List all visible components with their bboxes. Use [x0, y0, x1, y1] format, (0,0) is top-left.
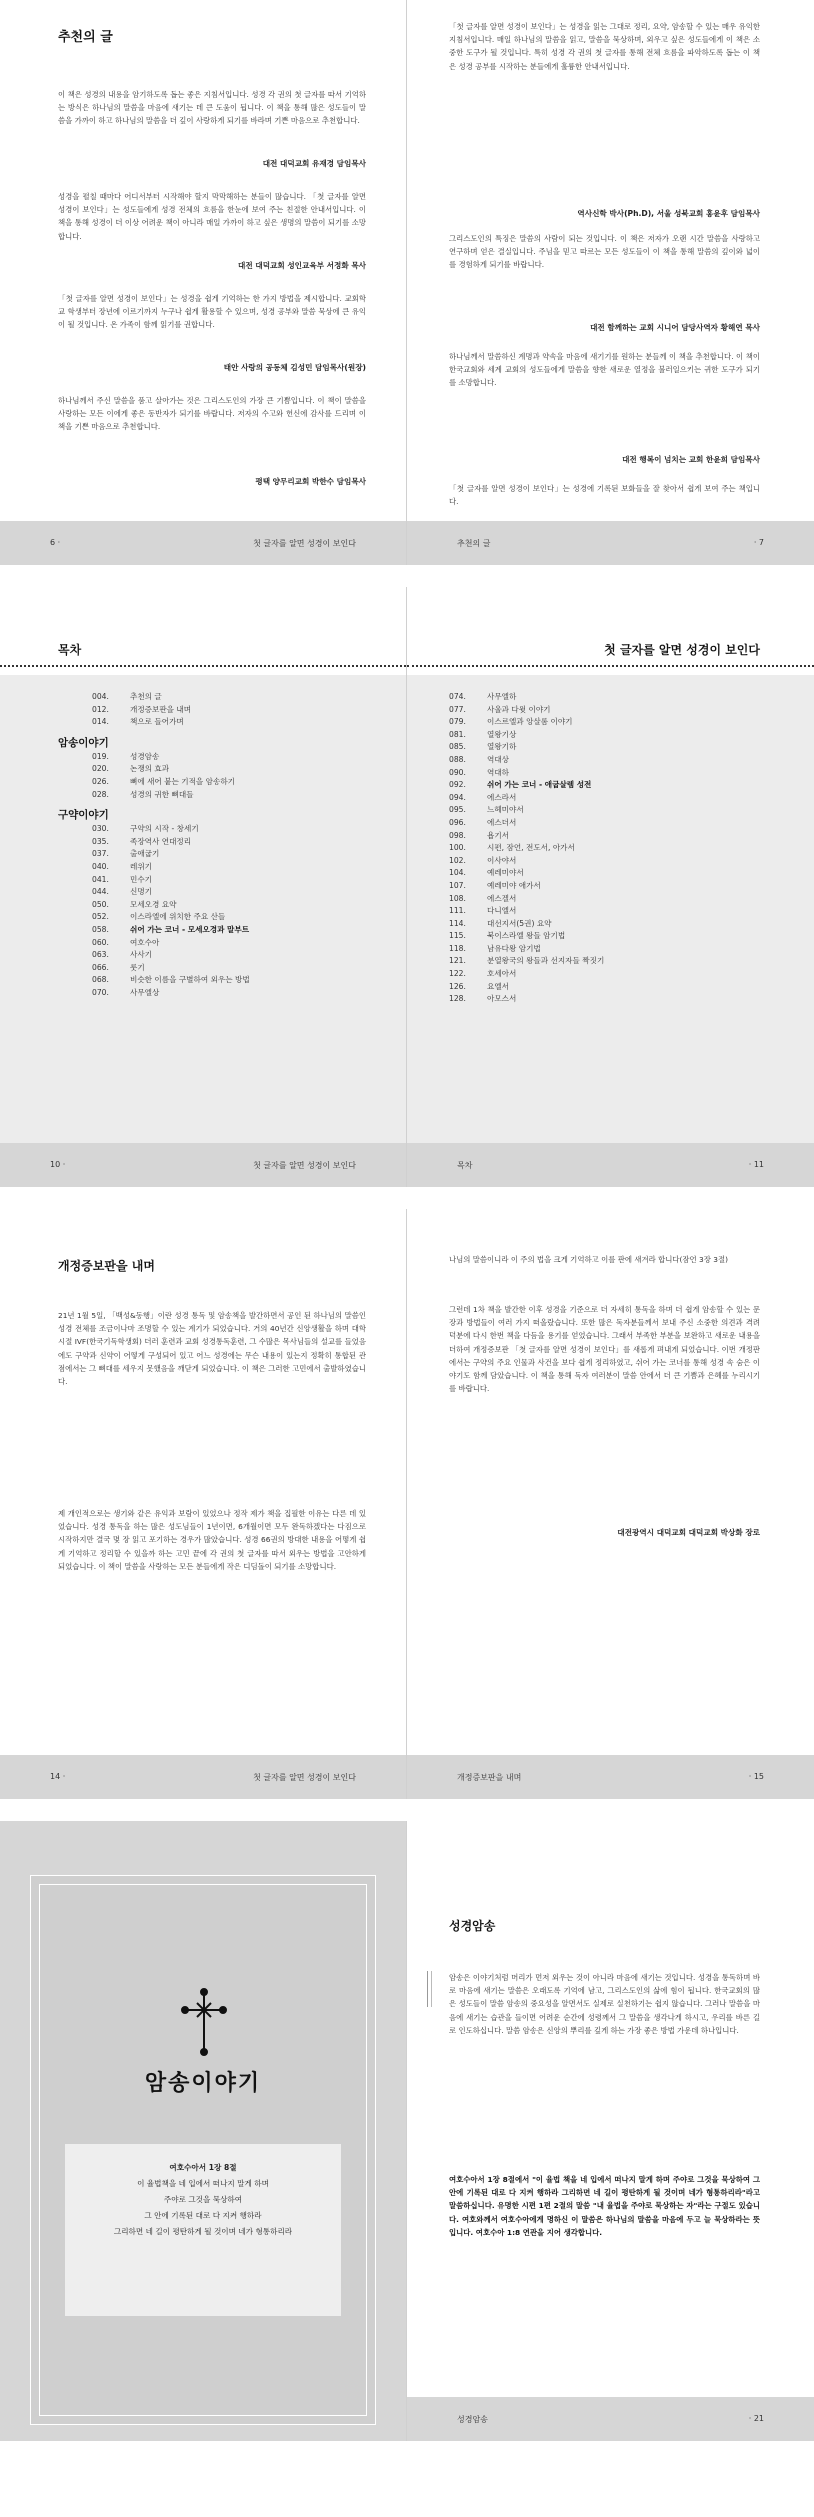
- toc-entry: [92, 962, 250, 975]
- toc-page-number: 121.: [449, 956, 466, 966]
- running-head: 첫 글자를 알면 성경이 보인다: [253, 1773, 356, 1782]
- toc-entry-title: 에스라서: [487, 792, 517, 802]
- signature: 평택 양무리교회 박한수 담임목사: [255, 477, 366, 486]
- toc-entry-title: 사무엘상: [130, 987, 160, 997]
- toc-entry: [449, 893, 604, 906]
- paragraph: 성경을 펼칠 때마다 어디서부터 시작해야 할지 막막해하는 분들이 많습니다. 「첫 글자를 알면 성경이 보인다」는 성도들에게 성경 전체의 흐름을 한눈에 보여 주는 친절한 안내서입니다. 이 책을 통해 성경이 더 이상 어려운 책이 아니라 매일 가까이 하고 싶은 생명의 말씀이 되기를 소망합니다.: [58, 192, 366, 241]
- toc-entry: [92, 836, 250, 849]
- toc-page-number: 037.: [92, 849, 109, 859]
- toc-page-number: 115.: [449, 931, 466, 941]
- toc-entry-title: 대선지서(5권) 요약: [487, 918, 552, 928]
- page-number: · 15: [748, 1772, 764, 1781]
- toc-entry: [449, 880, 604, 893]
- running-head: 개정증보판을 내며: [457, 1773, 522, 1782]
- toc-page-number: 085.: [449, 742, 466, 752]
- toc-page-number: 052.: [92, 912, 109, 922]
- toc-page-number: 077.: [449, 704, 466, 714]
- page-6: [0, 0, 407, 565]
- toc-entry-title: 사무엘하: [487, 692, 517, 701]
- toc-entry: [92, 691, 250, 704]
- toc-entry: [449, 779, 604, 792]
- toc-page-number: 094.: [449, 792, 466, 802]
- toc-page-number: 060.: [92, 937, 109, 947]
- running-head: 첫 글자를 알면 성경이 보인다: [253, 1161, 356, 1170]
- paragraph: 암송은 이야기처럼 머리가 먼저 외우는 것이 아니라 마음에 새기는 것입니다. 성경을 통독하며 바로 마음에 새기는 말씀은 오래도록 기억에 남고, 그리스도인의 삶에 힘이 됩니다. 한국교회의 많은 성도들이 말씀 암송의 중요성을 알면서도 실제로 실천하기는 쉽지 않습니다. 그러나 말씀을 마음에 새기는 습관을 들이면 어려운 순간에 성령께서 그 말씀을 생각나게 하시고, 우리를 바른 길로 인도하십니다. 말씀 암송은 신앙의 뿌리를 깊게 하는 가장 좋은 방법 가운데 하나입니다.: [449, 1973, 760, 2035]
- page-14: [0, 1209, 407, 1799]
- page-number: · 7: [753, 538, 764, 547]
- toc-page-number: 012.: [92, 704, 109, 714]
- spread-gap: [0, 1187, 814, 1209]
- page-15: [407, 1209, 814, 1799]
- toc-entry-title: 이스라엘에 위치한 주요 산들: [130, 912, 226, 922]
- paragraph: 나님의 말씀이니라 이 주의 법을 크게 기억하고 이를 판에 새겨라 합니다(잠언 3장 3절): [449, 1255, 728, 1264]
- page-number: · 21: [748, 2414, 764, 2423]
- signature: 대전 함께하는 교회 시니어 담당사역자 황해연 목사: [590, 323, 760, 332]
- toc-entry: [92, 704, 250, 717]
- toc-entry: [449, 741, 604, 754]
- toc-list-left: [58, 691, 250, 999]
- cross-icon: [179, 1988, 229, 2056]
- toc-entry: [92, 789, 250, 802]
- verse-line: 그 안에 기록된 대로 다 지켜 행하라: [144, 2211, 262, 2220]
- toc-page-number: 111.: [449, 906, 466, 916]
- page-number: 14 ·: [50, 1772, 66, 1781]
- toc-entry-title: 시편, 잠언, 전도서, 아가서: [487, 843, 575, 853]
- toc-entry: [449, 905, 604, 918]
- toc-page-number: 104.: [449, 868, 466, 878]
- verse-reference: 여호수아서 1장 8절: [169, 2163, 237, 2172]
- toc-entry: [92, 987, 250, 1000]
- page-title: 개정증보판을 내며: [58, 1259, 155, 1273]
- toc-entry: [449, 792, 604, 805]
- paragraph: 그리스도인의 특징은 말씀의 사람이 되는 것입니다. 이 책은 저자가 오랜 시간 말씀을 사랑하고 연구하며 얻은 결실입니다. 주님을 믿고 따르는 모든 성도들이 이 책을 통해 말씀의 깊이와 넓이를 경험하게 되기를 바랍니다.: [449, 234, 760, 270]
- toc-entry: [92, 823, 250, 836]
- toc-entry-title: 예레미야 애가서: [487, 880, 541, 890]
- toc-entry: [92, 937, 250, 950]
- toc-page-number: 063.: [92, 950, 109, 960]
- toc-entry-title: 책으로 들어가며: [130, 717, 184, 727]
- toc-page-number: 090.: [449, 767, 466, 777]
- page-footer: [407, 2397, 814, 2441]
- page-number: 10 ·: [50, 1160, 66, 1169]
- spread-preface: [0, 1209, 814, 1799]
- margin-rule: [431, 1971, 432, 2007]
- page-21: [407, 1821, 814, 2441]
- toc-entry-title: 이스르엘과 앙살롬 이야기: [487, 717, 573, 727]
- toc-page-number: 100.: [449, 843, 466, 853]
- toc-page-number: 081.: [449, 729, 466, 739]
- toc-entry-title: 성경의 귀한 뼈대들: [130, 789, 194, 799]
- toc-entry: [449, 830, 604, 843]
- toc-entry-title: 비슷한 이름을 구별하여 외우는 방법: [130, 975, 250, 985]
- toc-entry: [449, 955, 604, 968]
- toc-entry-title: 레위기: [130, 861, 153, 871]
- paragraph: 「첫 글자를 알면 성경이 보인다」는 성경을 쉽게 기억하는 한 가지 방법을 제시합니다. 교회학교 학생부터 장년에 이르기까지 누구나 쉽게 활용할 수 있으며, 성경 공부와 말씀 묵상에 큰 유익이 될 것입니다. 온 가족이 함께 읽기를 권합니다.: [58, 294, 366, 330]
- toc-group-title: 암송이야기: [58, 736, 109, 749]
- toc-entry-title: 신명기: [130, 887, 153, 897]
- toc-page-number: 088.: [449, 754, 466, 764]
- page-footer: [407, 1143, 814, 1187]
- toc-entry: [92, 886, 250, 899]
- verse-line: 그리하면 네 길이 평탄하게 될 것이며 네가 형통하리라: [113, 2227, 293, 2236]
- toc-page-number: 108.: [449, 893, 466, 903]
- paragraph: 제 개인적으로는 생기와 같은 유익과 보람이 있었으나 정작 제가 책을 집필한 이유는 다른 데 있었습니다. 성경 통독을 하는 많은 성도님들이 1년이면, 6개월이면 모두 완독하겠다는 다짐으로 시작하지만 결국 몇 장 읽고 포기하는 경우가 많았습니다. 성경 66권의 방대한 내용을 어떻게 쉽게 기억하고 정리할 수 있을까 하는 고민 끝에 각 권의 첫 글자를 따서 외우는 방법을 고안하게 되었습니다. 이 책이 말씀을 사랑하는 모든 분들에게 작은 디딤돌이 되기를 소망합니다.: [58, 1509, 366, 1571]
- toc-page-number: 004.: [92, 692, 109, 701]
- toc-entry-title: 에스겔서: [487, 893, 517, 903]
- paragraph: 「첫 글자를 알면 성경이 보인다」는 성경을 읽는 그대로 정리, 요약, 암송할 수 있는 매우 유익한 지침서입니다. 매일 하나님의 말씀을 읽고, 말씀을 묵상하며, 외우고 싶은 성도들에게 이 책은 소중한 도구가 될 것입니다. 특히 성경 각 권의 첫 글자를 통해 전체 흐름을 파악하도록 돕는 이 책은 성경 공부를 시작하는 분들에게 훌륭한 안내서입니다.: [449, 22, 760, 71]
- toc-entry-title: 여호수아: [130, 937, 160, 947]
- toc-page-number: 128.: [449, 994, 466, 1004]
- toc-entry: [92, 924, 250, 937]
- toc-entry: [449, 767, 604, 780]
- spread-toc: [0, 587, 814, 1187]
- toc-page-number: 028.: [92, 789, 109, 799]
- toc-entry-title: 느헤미야서: [487, 805, 524, 815]
- verse-line: 주야로 그것을 묵상하여: [163, 2195, 243, 2204]
- page-number: 6 ·: [50, 538, 61, 547]
- page-11: [407, 587, 814, 1187]
- toc-page-number: 114.: [449, 918, 466, 928]
- toc-entry: [449, 855, 604, 868]
- toc-page-number: 026.: [92, 776, 109, 786]
- toc-entry-title: 다니엘서: [487, 906, 517, 916]
- toc-page-number: 098.: [449, 830, 466, 840]
- spread-gap: [0, 565, 814, 587]
- toc-page-number: 092.: [449, 780, 466, 790]
- toc-entry-title: 개정증보판을 내며: [130, 704, 192, 714]
- running-head: 성경암송: [457, 2415, 488, 2424]
- toc-page-number: 118.: [449, 943, 466, 953]
- toc-entry-title: 요엘서: [487, 981, 510, 991]
- page-10: [0, 587, 407, 1187]
- toc-entry: [449, 754, 604, 767]
- paragraph: 그런데 1차 책을 발간한 이후 성경을 기준으로 더 자세히 통독을 하며 더 쉽게 암송할 수 있는 문장과 방법들이 여러 가지 떠올랐습니다. 또한 많은 독자분들께서 보내 주신 소중한 의견과 격려 덕분에 다시 한번 책을 다듬을 용기를 얻었습니다. 그래서 부족한 부분을 보완하고 새로운 내용을 더하여 개정증보판 「첫 글자를 알면 성경이 보인다」를 새롭게 펴내게 되었습니다. 이번 개정판에서는 구약의 주요 인물과 사건을 보다 쉽게 정리하였고, 쉬어 가는 코너를 통해 성경 속 숨은 이야기도 함께 담았습니다. 이 책을 통해 독자 여러분이 말씀 안에서 더 큰 기쁨과 은혜를 누리시기를 바랍니다.: [449, 1305, 760, 1394]
- toc-entry: [92, 848, 250, 861]
- margin-rule: [427, 1971, 428, 2007]
- toc-entry-title: 사울과 다윗 이야기: [487, 704, 551, 714]
- toc-group-title: 구약이야기: [58, 809, 109, 822]
- paragraph: 하나님께서 주신 말씀을 품고 살아가는 것은 그리스도인의 가장 큰 기쁨입니다. 이 책이 말씀을 사랑하는 모든 이에게 좋은 동반자가 되기를 바랍니다. 저자의 수고와 헌신에 감사를 드리며 이 책을 기쁜 마음으로 추천합니다.: [58, 396, 366, 432]
- toc-page-number: 096.: [449, 817, 466, 827]
- toc-page-number: 035.: [92, 836, 109, 846]
- signature: 태안 사랑의 공동체 김성민 담임목사(원장): [223, 363, 366, 372]
- page-number: · 11: [748, 1160, 764, 1169]
- dotted-divider: [407, 665, 814, 667]
- chapter-frame: [30, 1875, 376, 2425]
- toc-entry-title: 성경암송: [130, 751, 160, 761]
- page-footer: [0, 1143, 406, 1187]
- signature: 역사신학 박사(Ph.D), 서울 성북교회 홍윤후 담임목사: [577, 209, 760, 218]
- page-7: [407, 0, 814, 565]
- toc-heading: 목차: [58, 643, 82, 657]
- spread-recommendation: [0, 0, 814, 565]
- signature: 대전 대덕교회 유재경 담임목사: [262, 159, 366, 168]
- running-head: 첫 글자를 알면 성경이 보인다: [253, 539, 356, 548]
- signature: 대전 행복이 넘치는 교회 한윤희 담임목사: [622, 455, 760, 464]
- toc-entry: [449, 993, 604, 1006]
- chapter-page: [0, 1821, 407, 2441]
- toc-entry: [92, 899, 250, 912]
- toc-entry-title: 이사야서: [487, 855, 517, 865]
- toc-entry: [449, 691, 604, 704]
- toc-entry-title: 북이스라엘 왕들 암기법: [487, 931, 566, 941]
- toc-entry: [449, 918, 604, 931]
- toc-page-number: 122.: [449, 969, 466, 979]
- toc-page-number: 019.: [92, 751, 109, 761]
- page-footer: [0, 1755, 406, 1799]
- toc-entry: [92, 911, 250, 924]
- toc-page-number: 014.: [92, 717, 109, 727]
- toc-entry: [449, 867, 604, 880]
- toc-entry-title: 룻기: [130, 962, 145, 972]
- toc-page-number: 066.: [92, 962, 109, 972]
- toc-entry: [449, 842, 604, 855]
- toc-entry: [92, 949, 250, 962]
- toc-entry-title: 에스더서: [487, 817, 517, 827]
- toc-page-number: 050.: [92, 899, 109, 909]
- toc-entry: [449, 804, 604, 817]
- chapter-background: [0, 1821, 407, 2441]
- signature: 대전 대덕교회 성인교육부 서정화 목사: [238, 261, 366, 270]
- toc-page-number: 126.: [449, 981, 466, 991]
- toc-entry: [449, 729, 604, 742]
- paragraph: 「첫 글자를 알면 성경이 보인다」는 성경에 기록된 보화들을 잘 찾아서 쉽게 보여 주는 책입니다.: [449, 484, 760, 507]
- page-title: 성경암송: [449, 1919, 496, 1933]
- toc-page-number: 030.: [92, 824, 109, 834]
- toc-page-number: 095.: [449, 805, 466, 815]
- toc-entry-title: 출애굽기: [130, 849, 160, 859]
- running-head: 목차: [457, 1161, 473, 1170]
- toc-entry-title: 열왕기상: [487, 729, 517, 739]
- toc-entry: [449, 943, 604, 956]
- toc-entry-title: 분열왕국의 왕들과 선지자들 짝짓기: [487, 956, 605, 966]
- toc-entry-title: 역대상: [487, 754, 510, 764]
- toc-entry: [449, 817, 604, 830]
- toc-entry: [449, 981, 604, 994]
- toc-page-number: 040.: [92, 861, 109, 871]
- toc-page-number: 107.: [449, 880, 466, 890]
- toc-entry-title: 뼈에 새어 붙는 기적을 암송하기: [130, 776, 236, 786]
- toc-entry-title: 열왕기하: [487, 742, 517, 752]
- toc-heading: 첫 글자를 알면 성경이 보인다: [604, 643, 760, 657]
- toc-entry: [449, 716, 604, 729]
- spread-gap: [0, 1799, 814, 1821]
- toc-entry: [92, 974, 250, 987]
- toc-entry: [92, 776, 250, 789]
- page-title: 추천의 글: [58, 30, 113, 45]
- toc-entry: [449, 704, 604, 717]
- toc-entry-title: 민수기: [130, 874, 153, 884]
- toc-page-number: 020.: [92, 764, 109, 774]
- toc-entry-title: 역대하: [487, 767, 510, 777]
- verse-box: [65, 2144, 341, 2316]
- toc-entry: [92, 874, 250, 887]
- toc-entry-title: 모세오경 요약: [130, 899, 177, 909]
- toc-entry-title: 구약의 시작 - 창세기: [130, 824, 199, 834]
- paragraph: 하나님께서 말씀하신 계명과 약속을 마음에 새기기를 원하는 분들께 이 책을 추천합니다. 이 책이 한국교회와 세계 교회의 성도들에게 말씀을 향한 새로운 열정을 불러일으키는 귀한 도구가 되기를 소망합니다.: [449, 352, 760, 388]
- toc-entry-title: 남유다왕 암기법: [487, 943, 541, 953]
- running-head: 추천의 글: [457, 539, 491, 548]
- toc-page-number: 070.: [92, 987, 109, 997]
- toc-entry-title: 호세아서: [487, 969, 517, 979]
- toc-entry-title: 욥기서: [487, 830, 510, 840]
- toc-page-number: 102.: [449, 855, 466, 865]
- toc-page-number: 058.: [92, 924, 109, 934]
- page-footer: [407, 1755, 814, 1799]
- toc-entry-title: 족장역사 연대정리: [130, 836, 192, 846]
- toc-entry-title: 예레미야서: [487, 868, 524, 878]
- toc-entry: [449, 930, 604, 943]
- toc-page-number: 068.: [92, 975, 109, 985]
- verse-line: 이 율법책을 네 입에서 떠나지 말게 하며: [137, 2179, 269, 2188]
- toc-entry: [92, 861, 250, 874]
- paragraph-emphasis: 여호수아서 1장 8절에서 "이 율법 책을 네 입에서 떠나지 말게 하며 주야로 그것을 묵상하여 그 안에 기록된 대로 다 지켜 행하라 그리하면 네 길이 평탄하게 될 것이며 네가 형통하리라"라고 말씀하십니다. 유명한 시편 1편 2절의 말씀 "내 율법을 주야로 묵상하는 자"라는 구절도 있습니다. 여호와께서 여호수아에게 명하신 이 말씀은 하나님의 말씀을 마음에 두고 늘 묵상하라는 뜻입니다. 여호수아 1:8 연관을 지어 생각합니다.: [449, 2175, 760, 2237]
- toc-page-number: 074.: [449, 692, 466, 701]
- toc-page-number: 041.: [92, 874, 109, 884]
- page-footer: [0, 521, 406, 565]
- signature: 대전광역시 대덕교회 대덕교회 박상화 장로: [617, 1528, 760, 1537]
- toc-entry-title: 쉬어 가는 코너 - 애굽살렘 성전: [487, 780, 592, 790]
- toc-entry-title: 쉬어 가는 코너 - 모세오경과 말부트: [130, 924, 250, 934]
- spread-chapter: [0, 1821, 814, 2441]
- toc-entry: [92, 763, 250, 776]
- toc-entry-title: 논쟁의 효과: [130, 764, 170, 774]
- chapter-title: 암송이야기: [144, 2071, 262, 2096]
- page-footer: [407, 521, 814, 565]
- toc-page-number: 079.: [449, 717, 466, 727]
- toc-list-right: [449, 691, 604, 1006]
- paragraph: 21년 1월 5일, 「백성&동행」이란 성경 통독 및 암송책을 발간하면서 공인 된 하나님의 말씀인 성경 전체를 조금이나마 조명할 수 있는 계기가 되었습니다. 거의 40년간 신앙생활을 하며 대학 시절 IVF(한국기독학생회) 더러 훈련과 교회 성경통독훈련, 그 수많은 목사님들의 설교를 들었음에도 구약과 신약이 어떻게 구성되어 있고 어느 성경에는 무슨 내용이 있는지 정확히 통합된 관점에서는 그 뼈대를 세우지 못했음을 깨닫게 되었습니다. 이 책은 그러한 고민에서 출발하였습니다.: [58, 1311, 366, 1387]
- toc-entry: [92, 751, 250, 764]
- toc-entry-title: 아모스서: [487, 994, 517, 1004]
- paragraph: 이 책은 성경의 내용을 암기하도록 돕는 좋은 지침서입니다. 성경 각 권의 첫 글자를 따서 기억하는 방식은 하나님의 말씀을 마음에 새기는 데 큰 도움이 됩니다. 이 책을 통해 많은 성도들이 말씀을 가까이 하고 하나님의 말씀을 더 깊이 사랑하게 되기를 바라며 기쁜 마음으로 추천합니다.: [58, 90, 366, 126]
- toc-entry-title: 추천의 글: [130, 692, 162, 701]
- toc-entry: [449, 968, 604, 981]
- toc-page-number: 044.: [92, 887, 109, 897]
- dotted-divider: [0, 665, 406, 667]
- toc-entry: [92, 716, 250, 729]
- toc-entry-title: 사사기: [130, 950, 153, 960]
